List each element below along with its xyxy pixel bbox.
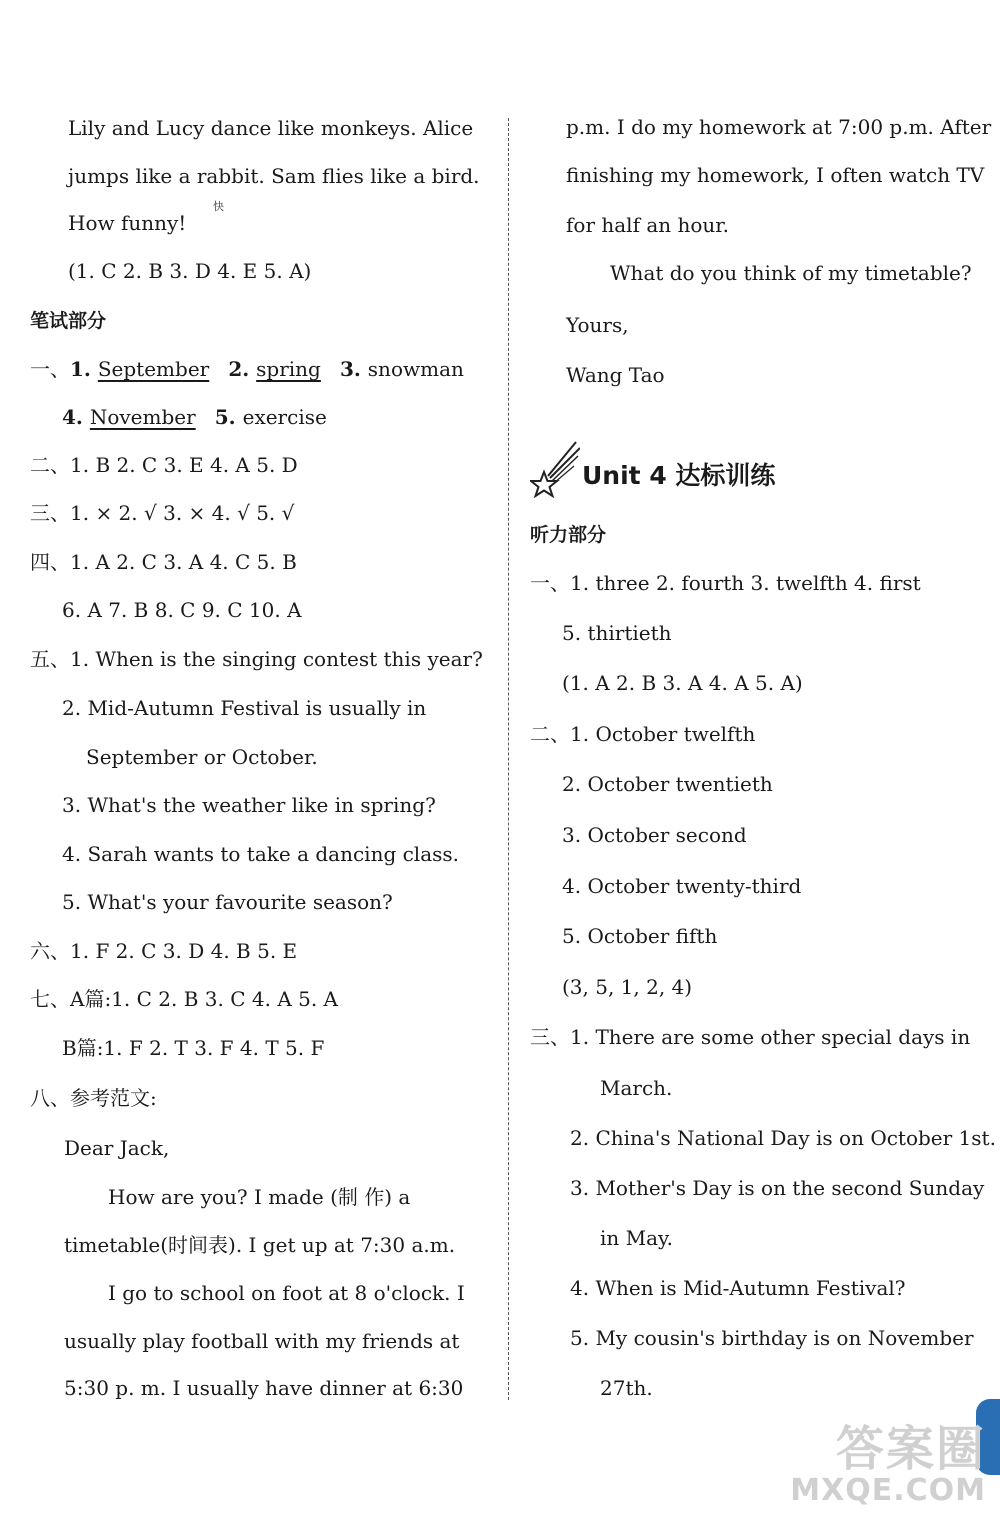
right-line-4: What do you think of my timetable? (610, 261, 972, 285)
letter-line-1: How are you? I made (制 作) a (108, 1185, 411, 1209)
section-1-line-2: 4. November 5. exercise (62, 405, 327, 429)
letter-greeting: Dear Jack, (64, 1136, 170, 1160)
column-divider (508, 118, 509, 1400)
section-2-answers: 二、1. B 2. C 3. E 4. A 5. D (30, 453, 298, 477)
shooting-star-icon (530, 438, 580, 498)
part-2-item-1: 二、1. October twelfth (530, 722, 756, 746)
right-line-1: p.m. I do my homework at 7:00 p.m. After (566, 115, 992, 139)
section-5-item-2a: 2. Mid-Autumn Festival is usually in (62, 696, 427, 720)
part-3-item-3a: 3. Mother's Day is on the second Sunday (570, 1176, 985, 1200)
section-7-answers-b: B篇:1. F 2. T 3. F 4. T 5. F (62, 1036, 325, 1060)
left-line-2: jumps like a rabbit. Sam flies like a bird. (68, 164, 480, 188)
part-2-item-4: 4. October twenty-third (562, 874, 802, 898)
section-7-answers-a: 七、A篇:1. C 2. B 3. C 4. A 5. A (30, 987, 338, 1011)
section-8-heading: 八、参考范文: (30, 1086, 157, 1110)
part-3-item-1b: March. (600, 1076, 673, 1100)
part-3-item-5a: 5. My cousin's birthday is on November (570, 1326, 974, 1350)
section-4-answers-a: 四、1. A 2. C 3. A 4. C 5. B (30, 550, 297, 574)
listening-section-heading: 听力部分 (530, 524, 607, 546)
part-2-item-3: 3. October second (562, 823, 747, 847)
letter-line-4: usually play football with my friends at (64, 1329, 460, 1353)
part-1-line-3: (1. A 2. B 3. A 4. A 5. A) (562, 671, 803, 695)
part-3-item-5b: 27th. (600, 1376, 653, 1400)
part-2-item-2: 2. October twentieth (562, 772, 773, 796)
section-6-answers: 六、1. F 2. C 3. D 4. B 5. E (30, 939, 298, 963)
unit-title-text: Unit 4 达标训练 (582, 461, 776, 490)
part-3-item-1a: 三、1. There are some other special days in (530, 1025, 971, 1049)
letter-line-5: 5:30 p. m. I usually have dinner at 6:30 (64, 1376, 464, 1400)
watermark-line-2: MXQE.COM (790, 1473, 986, 1508)
letter-line-2: timetable(时间表). I get up at 7:30 a.m. (64, 1233, 456, 1257)
part-1-line-1: 一、1. three 2. fourth 3. twelfth 4. first (530, 571, 921, 595)
unit-title (530, 428, 775, 498)
section-1-line-1: 一、1. September 2. spring 3. snowman (30, 357, 464, 381)
part-2-order: (3, 5, 1, 2, 4) (562, 975, 693, 999)
letter-line-3: I go to school on foot at 8 o'clock. I (108, 1281, 465, 1305)
section-5-item-5: 5. What's your favourite season? (62, 890, 393, 914)
part-3-item-4: 4. When is Mid-Autumn Festival? (570, 1276, 906, 1300)
section-5-item-2b: September or October. (86, 745, 318, 769)
part-1-line-2: 5. thirtieth (562, 621, 672, 645)
section-3-answers: 三、1. × 2. √ 3. × 4. √ 5. √ (30, 501, 295, 525)
watermark-line-1: 答案圈 (835, 1421, 986, 1477)
part-2-item-5: 5. October fifth (562, 924, 718, 948)
left-line-3: How funny! (68, 211, 187, 235)
letter-signature: Wang Tao (566, 363, 665, 387)
right-line-3: for half an hour. (566, 213, 730, 237)
written-section-heading: 笔试部分 (30, 310, 107, 332)
listening-answers: (1. C 2. B 3. D 4. E 5. A) (68, 259, 312, 283)
left-line-1: Lily and Lucy dance like monkeys. Alice (68, 116, 474, 140)
part-3-item-3b: in May. (600, 1226, 674, 1250)
section-4-answers-b: 6. A 7. B 8. C 9. C 10. A (62, 598, 302, 622)
small-handwritten-mark: 快 (213, 200, 224, 213)
section-5-item-4: 4. Sarah wants to take a dancing class. (62, 842, 460, 866)
watermark (790, 1423, 986, 1507)
letter-closing: Yours, (566, 313, 629, 337)
section-5-item-3: 3. What's the weather like in spring? (62, 793, 436, 817)
part-3-item-2: 2. China's National Day is on October 1st. (570, 1126, 996, 1150)
section-5-item-1: 五、1. When is the singing contest this year? (30, 647, 483, 671)
right-line-2: finishing my homework, I often watch TV (566, 163, 985, 187)
